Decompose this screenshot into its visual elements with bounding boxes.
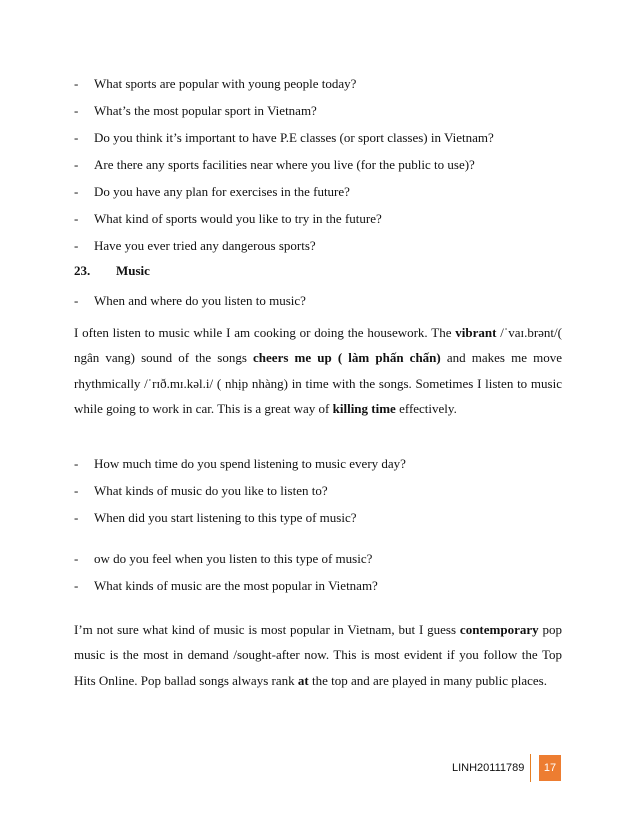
question-item: - Do you have any plan for exercises in the future? — [74, 184, 350, 199]
page-number-badge: 17 — [539, 755, 561, 781]
answer-paragraph: I’m not sure what kind of music is most popular in Vietnam, but I guess contemporary pop music is the most in demand /sought-after now. This is most evident if you follow the Top Hits Online. Pop ballad songs always rank at the top and are played in many public places. — [74, 622, 562, 688]
question-item: - ow do you feel when you listen to this type of music? — [74, 551, 373, 566]
question-item: - What sports are popular with young people today? — [74, 76, 357, 91]
section-heading: 23. Music — [74, 263, 150, 278]
question-item: - Have you ever tried any dangerous sports? — [74, 238, 316, 253]
answer-paragraph: I often listen to music while I am cooking or doing the housework. The vibrant /ˈvaɪ.brənt/( ngân vang) sound of the songs cheers me up ( làm phấn chấn) and makes me move rhythmically /ˈrɪð.mɪ.kəl.i/ ( nhịp nhàng) in time with the songs. Sometimes I listen to music while going to work in car. This is a great way of killing time effectively. — [74, 325, 563, 416]
question-item: - What kind of sports would you like to try in the future? — [74, 211, 382, 226]
question-item: - How much time do you spend listening to music every day? — [74, 456, 406, 471]
footer-author-code: LINH20111789 — [452, 762, 525, 774]
question-item: - What’s the most popular sport in Vietnam? — [74, 103, 317, 118]
question-item: - What kinds of music are the most popular in Vietnam? — [74, 578, 378, 593]
question-item: - When and where do you listen to music? — [74, 293, 306, 308]
question-item: - Are there any sports facilities near where you live (for the public to use)? — [74, 157, 475, 172]
footer-divider — [530, 754, 531, 782]
question-item: - What kinds of music do you like to listen to? — [74, 483, 328, 498]
question-item: - When did you start listening to this type of music? — [74, 510, 357, 525]
question-item: - Do you think it’s important to have P.E classes (or sport classes) in Vietnam? — [74, 130, 494, 145]
